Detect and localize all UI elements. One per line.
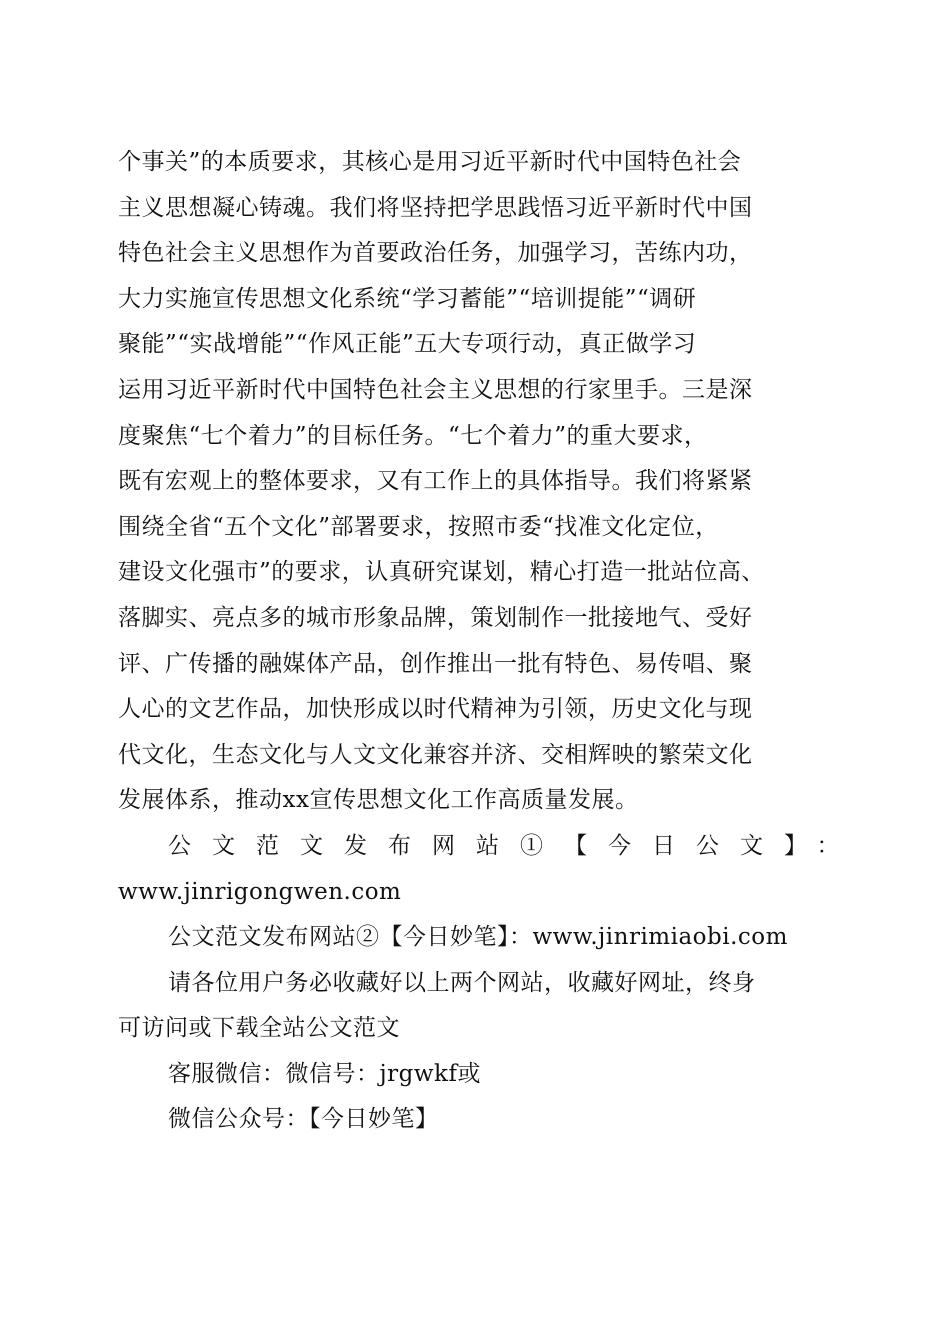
text-line: 代文化，生态文化与人文文化兼容并济、交相辉映的繁荣文化	[118, 741, 753, 768]
text-line: 发展体系，推动xx宣传思想文化工作高质量发展。	[118, 787, 639, 814]
notice-line: 可访问或下载全站公文范文	[118, 1015, 400, 1042]
site1-url: www.jinrigongwen.com	[118, 878, 402, 905]
text-line: 人心的文艺作品，加快形成以时代精神为引领，历史文化与现	[118, 696, 753, 723]
text-line: 评、广传播的融媒体产品，创作推出一批有特色、易传唱、聚	[118, 650, 753, 677]
service-wechat: 客服微信：微信号：jrgwkf或	[168, 1060, 481, 1087]
text-line: 建设文化强市”的要求，认真研究谋划，精心打造一批站位高、	[118, 559, 765, 586]
official-account: 微信公众号：【今日妙笔】	[168, 1106, 439, 1133]
text-line: 围绕全省“五个文化”部署要求，按照市委“找准文化定位，	[118, 513, 719, 540]
text-line: 度聚焦“七个着力”的目标任务。“七个着力”的重大要求，	[118, 422, 708, 449]
notice-line: 请各位用户务必收藏好以上两个网站，收藏好网址，终身	[168, 969, 756, 996]
text-line: 落脚实、亮点多的城市形象品牌，策划制作一批接地气、受好	[118, 604, 753, 631]
site1-label: 公文范文发布网站①【今日公文】：	[168, 832, 861, 859]
text-line: 聚能”“实战增能”“作风正能”五大专项行动，真正做学习	[118, 331, 697, 358]
site2-line: 公文范文发布网站②【今日妙笔】：www.jinrimiaobi.com	[168, 924, 788, 951]
text-line: 运用习近平新时代中国特色社会主义思想的行家里手。三是深	[118, 376, 753, 403]
text-line: 特色社会主义思想作为首要政治任务，加强学习，苦练内功，	[118, 240, 753, 267]
text-line: 个事关”的本质要求，其核心是用习近平新时代中国特色社会	[118, 149, 742, 175]
text-line: 既有宏观上的整体要求，又有工作上的具体指导。我们将紧紧	[118, 468, 753, 495]
text-line: 大力实施宣传思想文化系统“学习蓄能”“培训提能”“调研	[118, 285, 697, 312]
text-line: 主义思想凝心铸魂。我们将坚持把学思践悟习近平新时代中国	[118, 194, 753, 221]
document-body	[118, 140, 861, 1143]
